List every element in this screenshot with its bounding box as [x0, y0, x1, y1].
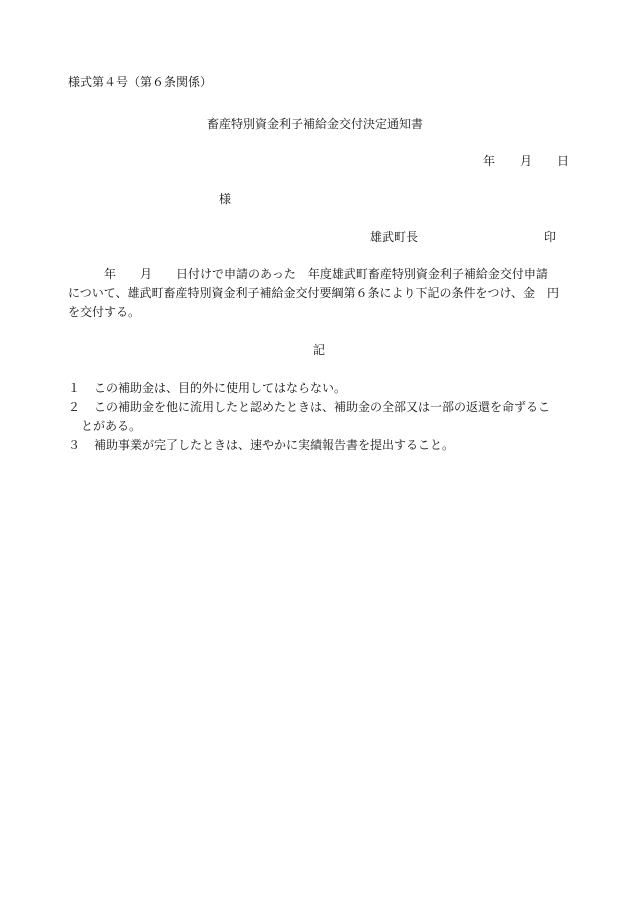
- addressee-suffix: 様: [219, 192, 232, 206]
- date-day: 日: [557, 154, 570, 168]
- body-paragraph: [68, 265, 568, 322]
- condition-number: １: [68, 381, 81, 395]
- document-title: 畜産特別資金利子補給金交付決定通知書: [207, 117, 424, 131]
- date-year: 年: [483, 154, 496, 168]
- condition-text: 補助事業が完了したときは、速やかに実績報告書を提出すること。: [94, 438, 455, 452]
- issuer-name: 雄武町長: [370, 230, 419, 244]
- body-line: 年 月 日付けで申請のあった 年度雄武町畜産特別資金利子補給金交付申請: [68, 267, 548, 281]
- seal-mark: 印: [544, 230, 557, 244]
- conditions-list: [68, 379, 568, 455]
- body-line: を交付する。: [68, 305, 141, 319]
- condition-item: [68, 436, 568, 455]
- condition-text: この補助金を他に流用したと認めたときは、補助金の全部又は一部の返還を命ずるこ: [94, 400, 551, 414]
- condition-text: この補助金は、目的外に使用してはならない。: [94, 381, 347, 395]
- condition-item-continuation: [68, 417, 568, 436]
- condition-item: [68, 379, 568, 398]
- form-number: 様式第４号（第６条関係）: [68, 75, 213, 89]
- condition-text: とがある。: [81, 419, 142, 433]
- condition-number: ２: [68, 400, 81, 414]
- body-line: について、雄武町畜産特別資金利子補給金交付要綱第６条により下記の条件をつけ、金 円: [68, 286, 560, 300]
- date-month: 月: [520, 154, 533, 168]
- ki-heading: 記: [313, 343, 326, 357]
- condition-number: ３: [68, 438, 81, 452]
- condition-item: [68, 398, 568, 417]
